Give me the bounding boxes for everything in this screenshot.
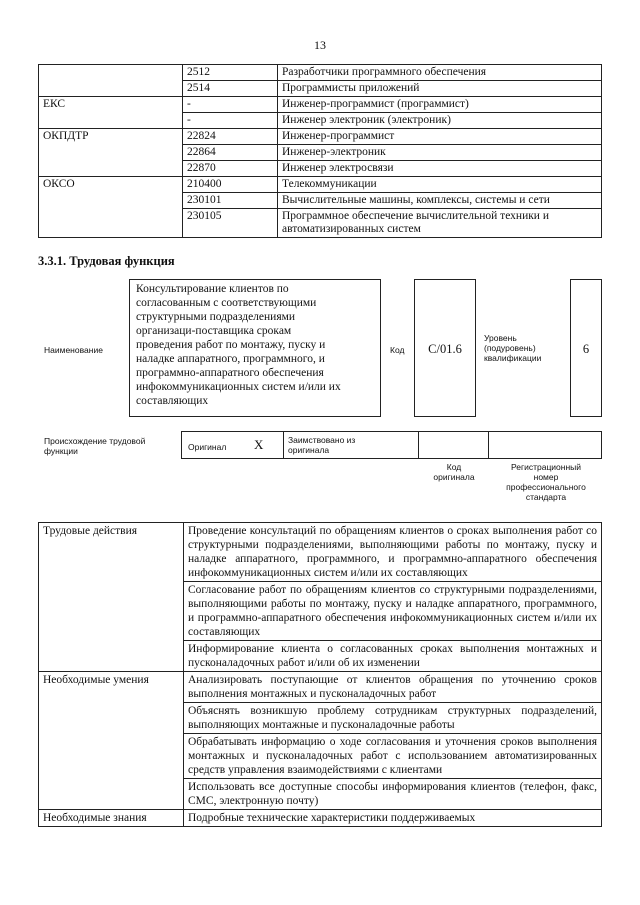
name-cell: Инженер-программист (программист) bbox=[278, 97, 602, 113]
reg-caption-line: номер bbox=[533, 472, 559, 482]
code-cell: - bbox=[183, 97, 278, 113]
borrowed-label-line: оригинала bbox=[288, 445, 330, 455]
classifier-cell bbox=[39, 65, 183, 97]
origin-label-line: функции bbox=[44, 446, 78, 456]
code-cell: 22870 bbox=[183, 161, 278, 177]
details-header-cell: Трудовые действия bbox=[39, 523, 184, 672]
table-row bbox=[39, 129, 602, 145]
code-original-caption bbox=[420, 462, 488, 482]
reg-caption-line: Регистрационный bbox=[510, 462, 582, 472]
name-cell: Инженер-электроник bbox=[278, 145, 602, 161]
reg-caption-line: профессионального bbox=[506, 482, 586, 492]
function-name-line: составляющих bbox=[136, 395, 209, 407]
function-name-line: организаци-поставщика срокам bbox=[136, 325, 292, 337]
original-mark: X bbox=[254, 437, 264, 452]
code-caption-line: оригинала bbox=[433, 472, 475, 482]
table-row bbox=[39, 810, 602, 827]
level-value-box: 6 bbox=[570, 279, 602, 417]
table-row bbox=[39, 97, 602, 113]
classifier-cell: ЕКС bbox=[39, 97, 183, 129]
code-cell: 230105 bbox=[183, 209, 278, 238]
table-row bbox=[39, 523, 602, 582]
section-title: 3.3.1. Трудовая функция bbox=[38, 254, 175, 268]
name-cell: Программное обеспечение вычислительной техники и автоматизированных систем bbox=[278, 209, 602, 238]
details-text-cell: Объяснять возникшую проблему сотрудникам структурных подразделений, выполняющих монтажные и пусконаладочные работы bbox=[184, 703, 602, 734]
table-row bbox=[39, 177, 602, 193]
function-name-line: структурными подразделениями bbox=[136, 311, 296, 323]
origin-label-line: Происхождение трудовой bbox=[44, 436, 146, 446]
level-label bbox=[484, 333, 566, 363]
name-cell: Вычислительные машины, комплексы, системы и сети bbox=[278, 193, 602, 209]
details-text-cell: Анализировать поступающие от клиентов обращения по уточнению сроков выполнения монтажных и пусконаладочных работ bbox=[184, 672, 602, 703]
code-cell: 22824 bbox=[183, 129, 278, 145]
name-cell: Разработчики программного обеспечения bbox=[278, 65, 602, 81]
classifier-cell: ОКСО bbox=[39, 177, 183, 238]
code-cell: 230101 bbox=[183, 193, 278, 209]
table-row bbox=[39, 65, 602, 81]
level-label-line: Уровень bbox=[484, 333, 517, 343]
name-cell: Программисты приложений bbox=[278, 81, 602, 97]
classification-table bbox=[38, 64, 602, 238]
details-text-cell: Согласование работ по обращениям клиентов со структурными подразделениями, выполняющими работы по монтажу, пуску и наладке аппаратного, программного, и программно-аппаратного обеспечения инфокоммуникационных систем и/или их составляющих bbox=[184, 582, 602, 641]
original-label: Оригинал bbox=[188, 442, 227, 452]
details-text-cell: Использовать все доступные способы информирования клиентов (телефон, факс, СМС, электронную почту) bbox=[184, 779, 602, 810]
borrowed-label bbox=[288, 435, 355, 455]
level-label-line: (подуровень) bbox=[484, 343, 536, 353]
borrowed-label-line: Заимствовано из bbox=[288, 435, 356, 445]
function-name-line: наладке аппаратного, программного, и bbox=[136, 353, 325, 365]
function-name-line: программно-аппаратного обеспечения bbox=[136, 367, 324, 379]
reg-number-caption bbox=[490, 462, 602, 502]
details-text-cell: Проведение консультаций по обращениям клиентов о сроках выполнения работ со структурными подразделениями, выполняющими работы по монтажу, пуску и наладке аппаратного, программного, и программно-аппаратного обеспечения инфокоммуникационных систем и/или их составляющих bbox=[184, 523, 602, 582]
details-table bbox=[38, 522, 602, 827]
table-row bbox=[39, 672, 602, 703]
details-header-cell: Необходимые знания bbox=[39, 810, 184, 827]
name-cell: Инженер электроник (электроник) bbox=[278, 113, 602, 129]
details-text-cell: Подробные технические характеристики поддерживаемых bbox=[184, 810, 602, 827]
page-number: 13 bbox=[314, 38, 326, 52]
code-cell: 210400 bbox=[183, 177, 278, 193]
reg-caption-line: стандарта bbox=[525, 492, 567, 502]
function-name-box bbox=[129, 279, 381, 417]
details-header-cell: Необходимые умения bbox=[39, 672, 184, 810]
function-name-line: проведения работ по монтажу, пуску и bbox=[136, 339, 326, 351]
details-text-cell: Информирование клиента о согласованных сроках выполнения монтажных и пусконаладочных работ и/или об их изменении bbox=[184, 641, 602, 672]
function-name-line: инфокоммуникационных систем и/или их bbox=[136, 381, 341, 393]
code-cell: - bbox=[183, 113, 278, 129]
code-cell: 2514 bbox=[183, 81, 278, 97]
function-name-line: Консультирование клиентов по bbox=[136, 283, 289, 295]
name-cell: Инженер электросвязи bbox=[278, 161, 602, 177]
origin-row bbox=[181, 431, 602, 459]
name-cell: Инженер-программист bbox=[278, 129, 602, 145]
code-cell: 2512 bbox=[183, 65, 278, 81]
code-caption-line: Код bbox=[446, 462, 462, 472]
function-code-box: С/01.6 bbox=[414, 279, 476, 417]
classifier-cell: ОКПДТР bbox=[39, 129, 183, 177]
code-label: Код bbox=[390, 345, 405, 355]
code-cell: 22864 bbox=[183, 145, 278, 161]
level-label-line: квалификации bbox=[484, 353, 542, 363]
name-label: Наименование bbox=[44, 345, 103, 355]
function-name-line: согласованным с соответствующими bbox=[136, 297, 317, 309]
name-cell: Телекоммуникации bbox=[278, 177, 602, 193]
details-text-cell: Обрабатывать информацию о ходе согласования и уточнения сроков выполнения монтажных и пусконаладочных работ с использованием автоматизированных средств управления взаимодействиями с клиентами bbox=[184, 734, 602, 779]
origin-label bbox=[44, 436, 180, 456]
